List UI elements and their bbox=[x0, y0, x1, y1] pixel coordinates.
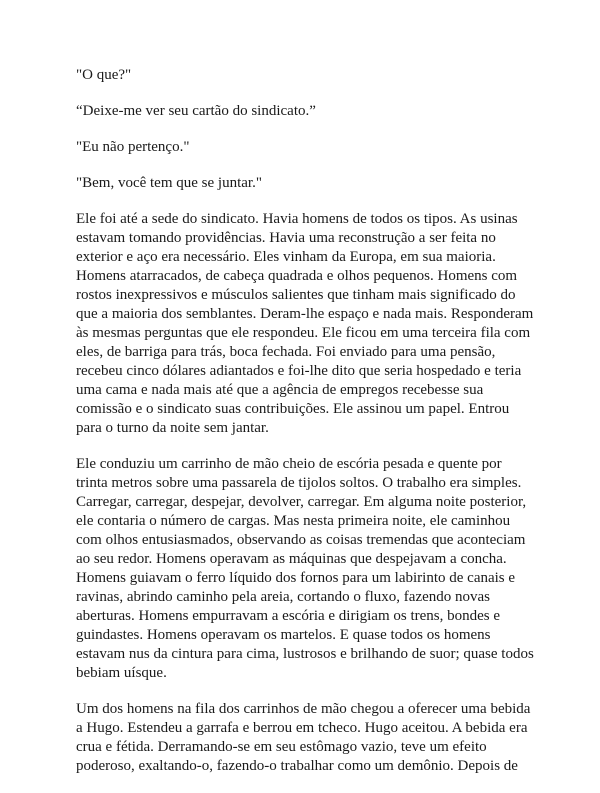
text-line: estavam nus da cintura para cima, lustrosos e brilhando de suor; quase todos bbox=[76, 646, 534, 662]
paragraph-drink bbox=[76, 700, 531, 776]
text-line: poderoso, exaltando-o, fazendo-o trabalhar como um demônio. Depois de bbox=[76, 758, 518, 774]
text-line: uma cama e nada mais até que a agência de empregos recebesse sua bbox=[76, 382, 484, 398]
text-line: comissão e o sindicato suas contribuições. Ele assinou um papel. Entrou bbox=[76, 401, 510, 417]
paragraph-wheelbarrow bbox=[76, 455, 534, 683]
text-line: Homens atarracados, de cabeça quadrada e olhos pequenos. Homens com bbox=[76, 268, 518, 284]
text-line: estavam tomando providências. Havia uma reconstrução a ser feita no bbox=[76, 230, 496, 246]
text-line: rostos inexpressivos e músculos salientes que tinham mais significado do bbox=[76, 287, 516, 303]
text-line: que a maioria dos semblantes. Deram-lhe espaço e nada mais. Responderam bbox=[76, 306, 534, 322]
text-line: ravinas, abrindo caminho pela areia, cortando o fluxo, fazendo novas bbox=[76, 589, 491, 605]
text-line: para o turno da noite sem jantar. bbox=[76, 420, 269, 436]
text-line: bebiam uísque. bbox=[76, 665, 167, 681]
paragraph-dialogue-3 bbox=[76, 138, 531, 157]
text-line: Um dos homens na fila dos carrinhos de mão chegou a oferecer uma bebida bbox=[76, 701, 531, 717]
text-line: trinta metros sobre uma passarela de tijolos soltos. O trabalho era simples. bbox=[76, 475, 522, 491]
document-body bbox=[76, 66, 534, 793]
text-line: com olhos entusiasmados, observando as coisas tremendas que aconteciam bbox=[76, 532, 526, 548]
text-line: eles, de barriga para trás, boca fechada. Foi enviado para uma pensão, bbox=[76, 344, 496, 360]
text-line: Homens guiavam o ferro líquido dos fornos para um labirinto de canais e bbox=[76, 570, 516, 586]
paragraph-dialogue-2 bbox=[76, 102, 531, 121]
text-line: exterior e aço era necessário. Eles vinham da Europa, em sua maioria. bbox=[76, 249, 496, 265]
text-line: a Hugo. Estendeu a garrafa e berrou em tcheco. Hugo aceitou. A bebida era bbox=[76, 720, 528, 736]
text-line: às mesmas perguntas que ele respondeu. Ele ficou em uma terceira fila com bbox=[76, 325, 531, 341]
paragraph-dialogue-4 bbox=[76, 174, 531, 193]
text-line: Carregar, carregar, despejar, devolver, carregar. Em alguma noite posterior, bbox=[76, 494, 527, 510]
paragraph-union-hall bbox=[76, 210, 534, 438]
text-line: crua e fétida. Derramando-se em seu estômago vazio, teve um efeito bbox=[76, 739, 487, 755]
text-line: ele contaria o número de cargas. Mas nesta primeira noite, ele caminhou bbox=[76, 513, 511, 529]
paragraph-dialogue-1 bbox=[76, 66, 531, 85]
text-line: "Eu não pertenço." bbox=[76, 139, 190, 155]
text-line: Ele foi até a sede do sindicato. Havia homens de todos os tipos. As usinas bbox=[76, 211, 518, 227]
text-line: "O que?" bbox=[76, 67, 132, 83]
text-line: Ele conduziu um carrinho de mão cheio de escória pesada e quente por bbox=[76, 456, 502, 472]
text-line: aberturas. Homens empurravam a escória e dirigiam os trens, bondes e bbox=[76, 608, 501, 624]
text-line: guindastes. Homens operavam os martelos. E quase todos os homens bbox=[76, 627, 491, 643]
text-line: ao seu redor. Homens operavam as máquinas que despejavam a concha. bbox=[76, 551, 507, 567]
text-line: recebeu cinco dólares adiantados e foi-lhe dito que seria hospedado e teria bbox=[76, 363, 522, 379]
text-line: "Bem, você tem que se juntar." bbox=[76, 175, 262, 191]
text-line: “Deixe-me ver seu cartão do sindicato.” bbox=[76, 103, 316, 119]
